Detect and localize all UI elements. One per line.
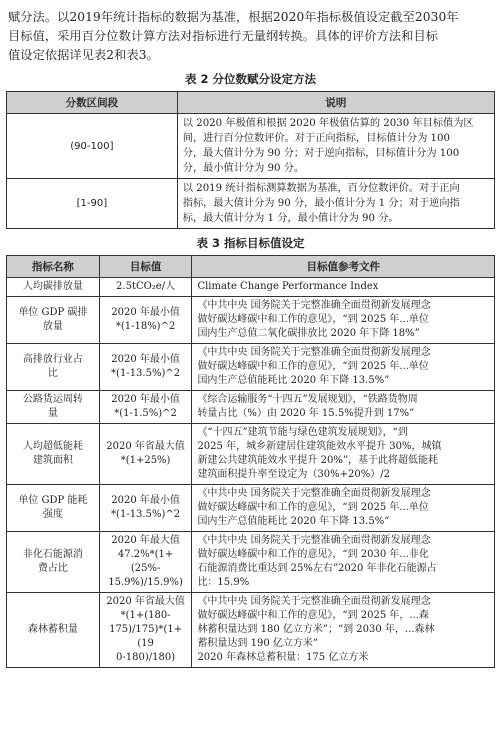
description-cell-line: 分，最大值计分为 90 分；对于逆向指标，目标值计分为 100 bbox=[182, 148, 460, 159]
target-value-cell-line: *(1-1.5%)^2 bbox=[114, 408, 177, 419]
reference-cell-line: 比：15.9% bbox=[197, 577, 250, 588]
reference-cell-line: 做好碳达峰碳中和工作的意见》，“到 2030 年...非化 bbox=[197, 549, 429, 560]
column-header: 目标值参考文件 bbox=[192, 256, 495, 278]
description-cell-line: 指标，最大值计分为 90 分，最小值计分为 1 分；对于逆向指 bbox=[182, 198, 460, 209]
target-value-cell bbox=[99, 424, 192, 485]
column-header: 说明 bbox=[177, 92, 494, 114]
indicator-name-cell-line: 森林蓄积量 bbox=[27, 624, 78, 635]
target-value-cell-line: 2020 年最小值 bbox=[111, 394, 180, 405]
target-value-cell-line: *(1-18%)^2 bbox=[115, 321, 176, 332]
target-value-cell-line: 2020 年最小值 bbox=[111, 307, 180, 318]
table-row bbox=[7, 532, 495, 593]
target-value-cell-line: 2020 年最小值 bbox=[111, 495, 180, 506]
target-value-cell-line: 47.2%*(1+(25%- bbox=[117, 549, 174, 574]
target-value-table bbox=[6, 255, 495, 668]
target-value-cell bbox=[99, 485, 192, 532]
description-cell-line: 以 2019 统计指标测算数据为基准，百分位数评价。对于正向 bbox=[182, 183, 460, 194]
target-value-cell-line: 175)/175)*(1+(19 bbox=[109, 624, 183, 649]
indicator-name-cell-line: 比 bbox=[47, 368, 58, 379]
indicator-name-cell-line: 费占比 bbox=[37, 563, 68, 574]
indicator-name-cell bbox=[7, 532, 100, 593]
target-value-cell bbox=[99, 532, 192, 593]
reference-cell-line: 《中共中央 国务院关于完整准确全面贯彻新发展理念 bbox=[197, 535, 431, 546]
description-cell-line: 间，进行百分位数评价。对于正向指标，目标值计分为 100 bbox=[182, 133, 450, 144]
indicator-name-cell-line: 建筑面积 bbox=[32, 455, 73, 466]
indicator-name-cell bbox=[7, 485, 100, 532]
reference-cell bbox=[192, 297, 495, 344]
indicator-name-cell-line: 人均超低能耗 bbox=[22, 441, 83, 452]
indicator-name-cell-line: 公路货运周转 bbox=[22, 394, 83, 405]
table-row bbox=[7, 424, 495, 485]
indicator-name-cell-line: 人均碳排放量 bbox=[22, 281, 83, 292]
target-value-cell-line: 0-180)/180) bbox=[116, 652, 176, 663]
target-value-cell-line: *(1+(180- bbox=[120, 610, 171, 621]
intro-paragraph bbox=[8, 8, 493, 65]
target-value-cell-line: 15.9%)/15.9%) bbox=[108, 577, 183, 588]
reference-cell bbox=[192, 391, 495, 424]
description-cell bbox=[177, 114, 494, 179]
table3-caption: 表 3 指标目标值设定 bbox=[196, 236, 305, 250]
reference-cell-line: 国内生产总值能耗比 2020 年下降 13.5%” bbox=[197, 516, 390, 527]
reference-cell-line: 国内生产总值二氧化碳排放比 2020 年下降 18%” bbox=[197, 328, 420, 339]
table-row bbox=[7, 278, 495, 297]
reference-cell-line: 林蓄积量达到 180 亿立方米”；“到 2030 年，...森林 bbox=[197, 624, 435, 635]
description-cell bbox=[177, 179, 494, 229]
target-value-cell bbox=[99, 593, 192, 668]
indicator-name-cell-line: 强度 bbox=[42, 509, 63, 520]
table2-caption: 表 2 分位数赋分设定方法 bbox=[184, 72, 316, 86]
indicator-name-cell bbox=[7, 593, 100, 668]
reference-cell-line: 《“十四五”建筑节能与绿色建筑发展规划》，“到 bbox=[197, 427, 408, 438]
reference-cell-line: 《中共中央 国务院关于完整准确全面贯彻新发展理念 bbox=[197, 300, 431, 311]
column-header: 分数区间段 bbox=[7, 92, 178, 114]
indicator-name-cell-line: 单位 GDP 碳排 bbox=[18, 307, 88, 318]
target-value-cell bbox=[99, 344, 192, 391]
reference-cell-line: 转量占比（%）由 2020 年 15.5%提升到 17%” bbox=[197, 408, 415, 419]
column-header: 目标值 bbox=[99, 256, 192, 278]
reference-cell bbox=[192, 424, 495, 485]
reference-cell-line: 蓄积量达到 190 亿立方米” bbox=[197, 638, 318, 649]
indicator-name-cell-line: 非化石能源消 bbox=[22, 549, 83, 560]
intro-line: 赋分法。以2019年统计指标的数据为基准，根据2020年指标极值设定截至2030年 bbox=[8, 10, 459, 24]
reference-cell bbox=[192, 344, 495, 391]
target-value-cell-line: 2020 年最大值 bbox=[111, 535, 180, 546]
reference-cell bbox=[192, 485, 495, 532]
table-row bbox=[7, 485, 495, 532]
reference-cell bbox=[192, 593, 495, 668]
indicator-name-cell-line: 单位 GDP 能耗 bbox=[18, 495, 88, 506]
target-value-cell bbox=[99, 278, 192, 297]
description-cell-line: 标，最大值计分为 1 分，最小值计分为 90 分。 bbox=[182, 213, 399, 224]
table-row bbox=[7, 593, 495, 668]
reference-cell-line: 《综合运输服务“十四五”发展规划》，“铁路货物周 bbox=[197, 394, 418, 405]
target-value-cell bbox=[99, 391, 192, 424]
indicator-name-cell bbox=[7, 391, 100, 424]
description-cell-line: 以 2020 年极值和根据 2020 年极值估算的 2030 年目标值为区 bbox=[182, 118, 474, 129]
indicator-name-cell bbox=[7, 297, 100, 344]
reference-cell-line: 新建公共建筑能效水平提升 20%”，基于此将超低能耗 bbox=[197, 455, 438, 466]
target-value-cell-line: *(1-13.5%)^2 bbox=[111, 509, 181, 520]
table-header-row bbox=[7, 256, 495, 278]
reference-cell-line: 做好碳达峰碳中和工作的意见》，“到 2025 年，...森 bbox=[197, 610, 429, 621]
scoring-method-table bbox=[6, 91, 495, 229]
description-cell-line: 分，最小值计分为 90 分。 bbox=[182, 163, 305, 174]
indicator-name-cell bbox=[7, 278, 100, 297]
score-range-cell: [1-90] bbox=[7, 179, 178, 229]
indicator-name-cell-line: 放量 bbox=[42, 321, 63, 332]
table-row bbox=[7, 179, 495, 229]
intro-line: 目标值，采用百分位数计算方法对指标进行无量纲转换。具体的评价方法和目标 bbox=[8, 29, 439, 43]
target-value-cell-line: 2020 年最小值 bbox=[111, 354, 180, 365]
reference-cell-line: 《中共中央 国务院关于完整准确全面贯彻新发展理念 bbox=[197, 488, 431, 499]
table-row bbox=[7, 391, 495, 424]
table-row bbox=[7, 297, 495, 344]
target-value-cell bbox=[99, 297, 192, 344]
target-value-cell-line: 2020 年省最大值 bbox=[106, 596, 185, 607]
reference-cell-line: 做好碳达峰碳中和工作的意见》，“到 2025 年...单位 bbox=[197, 361, 429, 372]
reference-cell-line: 做好碳达峰碳中和工作的意见》，“到 2025 年...单位 bbox=[197, 314, 429, 325]
target-value-cell-line: *(1-13.5%)^2 bbox=[111, 368, 181, 379]
reference-cell-line: 国内生产总值能耗比 2020 年下降 13.5%” bbox=[197, 375, 390, 386]
table-header-row bbox=[7, 92, 495, 114]
indicator-name-cell bbox=[7, 424, 100, 485]
indicator-name-cell bbox=[7, 344, 100, 391]
reference-cell-line: 建筑面积提升率至设定为（30%+20%）/2 bbox=[197, 469, 391, 480]
target-value-cell-line: *(1+25%) bbox=[120, 455, 171, 466]
target-value-cell-line: 2.5tCO₂e/人 bbox=[116, 281, 176, 292]
reference-cell-line: 2020 年森林总蓄积量：175 亿立方米 bbox=[197, 652, 369, 663]
table-row bbox=[7, 344, 495, 391]
reference-cell-line: 2025 年，城乡新建居住建筑能效水平提升 30%，城镇 bbox=[197, 441, 442, 452]
target-value-cell-line: 2020 年省最大值 bbox=[106, 441, 185, 452]
reference-cell-line: 《中共中央 国务院关于完整准确全面贯彻新发展理念 bbox=[197, 596, 431, 607]
reference-cell bbox=[192, 278, 495, 297]
reference-cell bbox=[192, 532, 495, 593]
intro-line: 值设定依据详见表2和表3。 bbox=[8, 48, 159, 62]
reference-cell-line: 《中共中央 国务院关于完整准确全面贯彻新发展理念 bbox=[197, 347, 431, 358]
reference-cell-line: 做好碳达峰碳中和工作的意见》，“到 2025 年...单位 bbox=[197, 502, 429, 513]
table-row bbox=[7, 114, 495, 179]
reference-cell-line: 石能源消费比重达到 25%左右”2020 年非化石能源占 bbox=[197, 563, 437, 574]
column-header: 指标名称 bbox=[7, 256, 100, 278]
reference-cell-line: Climate Change Performance Index bbox=[197, 281, 379, 292]
indicator-name-cell-line: 高排放行业占 bbox=[22, 354, 83, 365]
score-range-cell: (90-100] bbox=[7, 114, 178, 179]
indicator-name-cell-line: 量 bbox=[47, 408, 58, 419]
